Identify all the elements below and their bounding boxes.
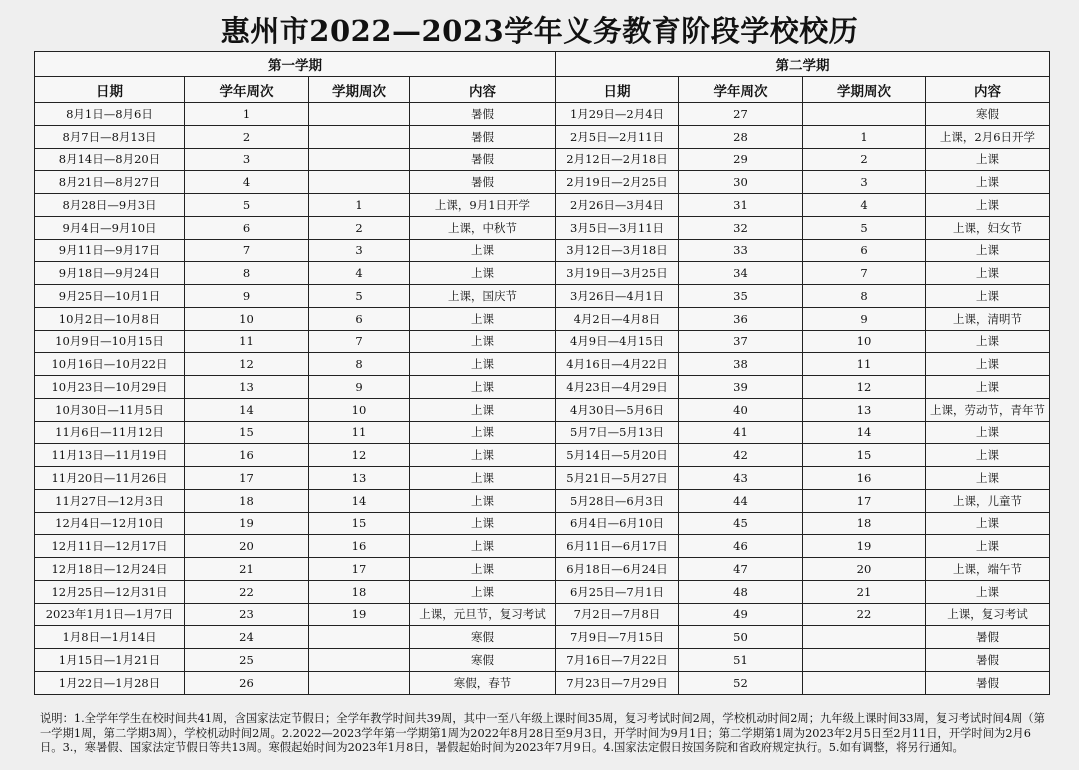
cell-content-1: 上课 <box>410 376 556 399</box>
cell-content-1: 上课 <box>410 421 556 444</box>
cell-year-week-1: 13 <box>185 376 309 399</box>
col-date-2: 日期 <box>556 77 679 103</box>
cell-content-2: 上课 <box>926 330 1050 353</box>
cell-year-week-1: 2 <box>185 125 309 148</box>
table-row <box>35 148 1050 171</box>
cell-year-week-2: 30 <box>679 171 803 194</box>
cell-content-1: 上课，9月1日开学 <box>410 194 556 217</box>
semester-1-header: 第一学期 <box>35 52 556 77</box>
cell-date-2: 6月4日—6月10日 <box>556 512 679 535</box>
cell-content-2: 暑假 <box>926 626 1050 649</box>
cell-year-week-2: 37 <box>679 330 803 353</box>
cell-year-week-2: 31 <box>679 194 803 217</box>
cell-content-2: 上课 <box>926 376 1050 399</box>
cell-year-week-2: 34 <box>679 262 803 285</box>
cell-year-week-2: 36 <box>679 307 803 330</box>
cell-year-week-1: 1 <box>185 103 309 126</box>
cell-year-week-1: 10 <box>185 307 309 330</box>
table-row <box>35 558 1050 581</box>
cell-term-week-1: 9 <box>309 376 410 399</box>
school-calendar-table <box>34 51 1050 695</box>
cell-content-2: 上课 <box>926 194 1050 217</box>
cell-term-week-1 <box>309 171 410 194</box>
cell-year-week-1: 22 <box>185 580 309 603</box>
cell-content-2: 上课 <box>926 239 1050 262</box>
cell-year-week-1: 8 <box>185 262 309 285</box>
cell-date-1: 9月4日—9月10日 <box>35 216 185 239</box>
cell-term-week-2: 4 <box>803 194 926 217</box>
cell-term-week-1: 4 <box>309 262 410 285</box>
cell-term-week-2 <box>803 671 926 694</box>
cell-content-1: 寒假 <box>410 649 556 672</box>
table-row <box>35 171 1050 194</box>
cell-date-1: 8月14日—8月20日 <box>35 148 185 171</box>
cell-date-1: 11月13日—11月19日 <box>35 444 185 467</box>
cell-term-week-2: 19 <box>803 535 926 558</box>
cell-year-week-1: 20 <box>185 535 309 558</box>
cell-date-1: 12月4日—12月10日 <box>35 512 185 535</box>
cell-date-1: 8月1日—8月6日 <box>35 103 185 126</box>
cell-date-2: 1月29日—2月4日 <box>556 103 679 126</box>
cell-year-week-1: 5 <box>185 194 309 217</box>
cell-year-week-2: 52 <box>679 671 803 694</box>
cell-content-2: 上课 <box>926 285 1050 308</box>
cell-date-1: 8月28日—9月3日 <box>35 194 185 217</box>
cell-term-week-2: 16 <box>803 467 926 490</box>
cell-term-week-1: 13 <box>309 467 410 490</box>
cell-date-2: 4月23日—4月29日 <box>556 376 679 399</box>
cell-term-week-2: 20 <box>803 558 926 581</box>
cell-content-2: 暑假 <box>926 649 1050 672</box>
cell-term-week-2: 12 <box>803 376 926 399</box>
cell-year-week-2: 42 <box>679 444 803 467</box>
cell-content-2: 上课 <box>926 148 1050 171</box>
cell-content-1: 上课 <box>410 444 556 467</box>
col-content-1: 内容 <box>410 77 556 103</box>
cell-year-week-2: 39 <box>679 376 803 399</box>
cell-term-week-2: 5 <box>803 216 926 239</box>
cell-date-2: 6月11日—6月17日 <box>556 535 679 558</box>
cell-content-1: 暑假 <box>410 125 556 148</box>
cell-content-1: 上课 <box>410 239 556 262</box>
cell-date-2: 3月12日—3月18日 <box>556 239 679 262</box>
cell-date-1: 11月20日—11月26日 <box>35 467 185 490</box>
cell-term-week-2: 10 <box>803 330 926 353</box>
cell-year-week-2: 49 <box>679 603 803 626</box>
cell-date-2: 7月16日—7月22日 <box>556 649 679 672</box>
cell-content-1: 上课 <box>410 353 556 376</box>
col-date-1: 日期 <box>35 77 185 103</box>
cell-term-week-1 <box>309 671 410 694</box>
table-row <box>35 671 1050 694</box>
table-row <box>35 535 1050 558</box>
notes-text: 说明：1.全学年学生在校时间共41周，含国家法定节假日；全学年教学时间共39周，其中一至八年级上课时间35周，复习考试时间2周，学校机动时间2周；九年级上课时间33周，复习考试时间4周（第一学期1周，第二学期3周），学校机动时间2周。2.2022—2023学年第一学期第1周为2022年8月28日至9月3日，开学时间为9月1日；第二学期第1周为2023年2月5日至2月11日，开学时间为2月6日。3.，寒暑假、国家法定节假日等共13周。寒假起始时间为2023年1月8日，暑假起始时间为2023年7月9日。4.国家法定假日按国务院和省政府规定执行。5.如有调整，将另行通知。 <box>40 712 1045 754</box>
cell-term-week-1: 18 <box>309 580 410 603</box>
cell-date-1: 9月11日—9月17日 <box>35 239 185 262</box>
cell-year-week-2: 40 <box>679 398 803 421</box>
cell-term-week-1 <box>309 103 410 126</box>
table-row <box>35 603 1050 626</box>
cell-year-week-2: 44 <box>679 489 803 512</box>
cell-term-week-2 <box>803 626 926 649</box>
cell-date-1: 10月23日—10月29日 <box>35 376 185 399</box>
table-row <box>35 125 1050 148</box>
table-row <box>35 103 1050 126</box>
cell-content-1: 暑假 <box>410 171 556 194</box>
cell-term-week-1: 14 <box>309 489 410 512</box>
cell-date-2: 2月19日—2月25日 <box>556 171 679 194</box>
cell-year-week-1: 16 <box>185 444 309 467</box>
cell-content-2: 上课，妇女节 <box>926 216 1050 239</box>
cell-date-2: 5月21日—5月27日 <box>556 467 679 490</box>
cell-content-1: 上课 <box>410 330 556 353</box>
cell-content-2: 上课 <box>926 171 1050 194</box>
cell-content-2: 上课 <box>926 353 1050 376</box>
table-row <box>35 626 1050 649</box>
cell-date-1: 11月27日—12月3日 <box>35 489 185 512</box>
table-row <box>35 307 1050 330</box>
cell-date-1: 10月30日—11月5日 <box>35 398 185 421</box>
cell-date-2: 7月2日—7月8日 <box>556 603 679 626</box>
cell-content-2: 上课 <box>926 512 1050 535</box>
cell-term-week-2: 15 <box>803 444 926 467</box>
cell-date-1: 10月16日—10月22日 <box>35 353 185 376</box>
col-year-week-2: 学年周次 <box>679 77 803 103</box>
cell-content-1: 上课 <box>410 580 556 603</box>
cell-year-week-1: 9 <box>185 285 309 308</box>
table-row <box>35 649 1050 672</box>
table-row <box>35 262 1050 285</box>
cell-date-2: 2月12日—2月18日 <box>556 148 679 171</box>
cell-term-week-2 <box>803 649 926 672</box>
cell-content-1: 上课 <box>410 512 556 535</box>
cell-content-1: 上课 <box>410 467 556 490</box>
table-row <box>35 580 1050 603</box>
table-row <box>35 489 1050 512</box>
cell-content-1: 暑假 <box>410 148 556 171</box>
cell-term-week-1: 1 <box>309 194 410 217</box>
cell-content-1: 上课 <box>410 307 556 330</box>
cell-content-1: 上课，国庆节 <box>410 285 556 308</box>
cell-term-week-2: 17 <box>803 489 926 512</box>
cell-date-2: 7月23日—7月29日 <box>556 671 679 694</box>
cell-year-week-2: 50 <box>679 626 803 649</box>
cell-date-2: 3月19日—3月25日 <box>556 262 679 285</box>
cell-date-1: 10月9日—10月15日 <box>35 330 185 353</box>
cell-content-1: 上课，中秋节 <box>410 216 556 239</box>
cell-content-2: 上课 <box>926 535 1050 558</box>
cell-content-1: 上课 <box>410 398 556 421</box>
cell-term-week-1: 3 <box>309 239 410 262</box>
cell-content-2: 暑假 <box>926 671 1050 694</box>
table-row <box>35 444 1050 467</box>
cell-content-2: 上课，劳动节，青年节 <box>926 398 1050 421</box>
cell-date-2: 2月26日—3月4日 <box>556 194 679 217</box>
cell-term-week-2: 9 <box>803 307 926 330</box>
column-header-row <box>35 77 1050 103</box>
cell-term-week-2: 14 <box>803 421 926 444</box>
cell-date-2: 5月28日—6月3日 <box>556 489 679 512</box>
cell-content-1: 暑假 <box>410 103 556 126</box>
cell-term-week-2: 13 <box>803 398 926 421</box>
cell-term-week-1: 15 <box>309 512 410 535</box>
cell-year-week-1: 23 <box>185 603 309 626</box>
cell-term-week-1 <box>309 125 410 148</box>
cell-term-week-1: 12 <box>309 444 410 467</box>
cell-year-week-1: 26 <box>185 671 309 694</box>
cell-term-week-1: 2 <box>309 216 410 239</box>
cell-year-week-2: 47 <box>679 558 803 581</box>
cell-year-week-2: 35 <box>679 285 803 308</box>
cell-year-week-1: 17 <box>185 467 309 490</box>
cell-term-week-1: 6 <box>309 307 410 330</box>
cell-term-week-1: 8 <box>309 353 410 376</box>
table-row <box>35 467 1050 490</box>
cell-term-week-1: 17 <box>309 558 410 581</box>
cell-year-week-2: 33 <box>679 239 803 262</box>
cell-year-week-2: 28 <box>679 125 803 148</box>
col-year-week-1: 学年周次 <box>185 77 309 103</box>
cell-content-1: 寒假 <box>410 626 556 649</box>
cell-content-1: 上课 <box>410 535 556 558</box>
table-row <box>35 376 1050 399</box>
cell-date-2: 4月9日—4月15日 <box>556 330 679 353</box>
cell-year-week-2: 46 <box>679 535 803 558</box>
cell-term-week-2: 8 <box>803 285 926 308</box>
cell-date-1: 8月21日—8月27日 <box>35 171 185 194</box>
cell-date-1: 1月15日—1月21日 <box>35 649 185 672</box>
cell-content-2: 上课 <box>926 444 1050 467</box>
cell-term-week-2: 21 <box>803 580 926 603</box>
cell-date-2: 5月14日—5月20日 <box>556 444 679 467</box>
cell-date-2: 3月5日—3月11日 <box>556 216 679 239</box>
cell-year-week-1: 6 <box>185 216 309 239</box>
page-title: 惠州市2022—2023学年义务教育阶段学校校历 <box>220 14 859 48</box>
cell-content-2: 上课，2月6日开学 <box>926 125 1050 148</box>
cell-date-2: 5月7日—5月13日 <box>556 421 679 444</box>
cell-year-week-2: 48 <box>679 580 803 603</box>
cell-date-1: 8月7日—8月13日 <box>35 125 185 148</box>
table-row <box>35 330 1050 353</box>
cell-date-2: 4月30日—5月6日 <box>556 398 679 421</box>
semester-2-header: 第二学期 <box>556 52 1050 77</box>
cell-year-week-1: 14 <box>185 398 309 421</box>
cell-year-week-2: 32 <box>679 216 803 239</box>
cell-term-week-2: 22 <box>803 603 926 626</box>
calendar-body <box>35 103 1050 695</box>
cell-term-week-1: 7 <box>309 330 410 353</box>
cell-date-1: 1月22日—1月28日 <box>35 671 185 694</box>
cell-term-week-1: 19 <box>309 603 410 626</box>
semester-header-row <box>35 52 1050 77</box>
cell-term-week-1: 16 <box>309 535 410 558</box>
cell-date-1: 12月11日—12月17日 <box>35 535 185 558</box>
cell-year-week-1: 21 <box>185 558 309 581</box>
cell-date-1: 1月8日—1月14日 <box>35 626 185 649</box>
cell-year-week-1: 11 <box>185 330 309 353</box>
cell-year-week-2: 41 <box>679 421 803 444</box>
table-row <box>35 421 1050 444</box>
table-row <box>35 285 1050 308</box>
cell-date-2: 6月18日—6月24日 <box>556 558 679 581</box>
cell-date-2: 6月25日—7月1日 <box>556 580 679 603</box>
table-row <box>35 398 1050 421</box>
cell-content-2: 上课 <box>926 421 1050 444</box>
cell-year-week-1: 4 <box>185 171 309 194</box>
cell-date-1: 2023年1月1日—1月7日 <box>35 603 185 626</box>
cell-date-1: 12月18日—12月24日 <box>35 558 185 581</box>
cell-year-week-2: 27 <box>679 103 803 126</box>
table-row <box>35 194 1050 217</box>
cell-content-1: 寒假，春节 <box>410 671 556 694</box>
cell-term-week-1: 5 <box>309 285 410 308</box>
cell-year-week-2: 43 <box>679 467 803 490</box>
cell-date-2: 4月16日—4月22日 <box>556 353 679 376</box>
cell-content-2: 上课 <box>926 467 1050 490</box>
cell-content-1: 上课 <box>410 489 556 512</box>
cell-content-2: 上课，清明节 <box>926 307 1050 330</box>
cell-term-week-2 <box>803 103 926 126</box>
cell-content-1: 上课，元旦节，复习考试 <box>410 603 556 626</box>
table-row <box>35 353 1050 376</box>
cell-term-week-2: 7 <box>803 262 926 285</box>
cell-year-week-2: 45 <box>679 512 803 535</box>
cell-date-1: 12月25日—12月31日 <box>35 580 185 603</box>
cell-year-week-1: 12 <box>185 353 309 376</box>
table-row <box>35 239 1050 262</box>
cell-date-1: 10月2日—10月8日 <box>35 307 185 330</box>
cell-content-2: 上课，复习考试 <box>926 603 1050 626</box>
cell-term-week-2: 1 <box>803 125 926 148</box>
cell-content-2: 上课，儿童节 <box>926 489 1050 512</box>
cell-content-1: 上课 <box>410 262 556 285</box>
cell-date-1: 9月25日—10月1日 <box>35 285 185 308</box>
cell-year-week-1: 25 <box>185 649 309 672</box>
cell-year-week-2: 51 <box>679 649 803 672</box>
col-content-2: 内容 <box>926 77 1050 103</box>
cell-date-1: 9月18日—9月24日 <box>35 262 185 285</box>
cell-date-2: 4月2日—4月8日 <box>556 307 679 330</box>
cell-year-week-1: 15 <box>185 421 309 444</box>
cell-year-week-1: 7 <box>185 239 309 262</box>
cell-term-week-1 <box>309 649 410 672</box>
cell-term-week-2: 2 <box>803 148 926 171</box>
col-term-week-2: 学期周次 <box>803 77 926 103</box>
cell-content-2: 上课 <box>926 262 1050 285</box>
cell-term-week-1 <box>309 626 410 649</box>
table-row <box>35 216 1050 239</box>
cell-date-1: 11月6日—11月12日 <box>35 421 185 444</box>
cell-term-week-1: 10 <box>309 398 410 421</box>
cell-content-2: 上课 <box>926 580 1050 603</box>
cell-content-1: 上课 <box>410 558 556 581</box>
col-term-week-1: 学期周次 <box>309 77 410 103</box>
cell-date-2: 3月26日—4月1日 <box>556 285 679 308</box>
cell-year-week-1: 18 <box>185 489 309 512</box>
cell-date-2: 7月9日—7月15日 <box>556 626 679 649</box>
cell-term-week-2: 3 <box>803 171 926 194</box>
cell-content-2: 寒假 <box>926 103 1050 126</box>
cell-term-week-2: 6 <box>803 239 926 262</box>
cell-year-week-1: 3 <box>185 148 309 171</box>
cell-content-2: 上课，端午节 <box>926 558 1050 581</box>
cell-year-week-1: 24 <box>185 626 309 649</box>
cell-year-week-2: 29 <box>679 148 803 171</box>
cell-term-week-1: 11 <box>309 421 410 444</box>
table-row <box>35 512 1050 535</box>
cell-term-week-2: 11 <box>803 353 926 376</box>
cell-date-2: 2月5日—2月11日 <box>556 125 679 148</box>
cell-year-week-2: 38 <box>679 353 803 376</box>
cell-year-week-1: 19 <box>185 512 309 535</box>
cell-term-week-2: 18 <box>803 512 926 535</box>
cell-term-week-1 <box>309 148 410 171</box>
